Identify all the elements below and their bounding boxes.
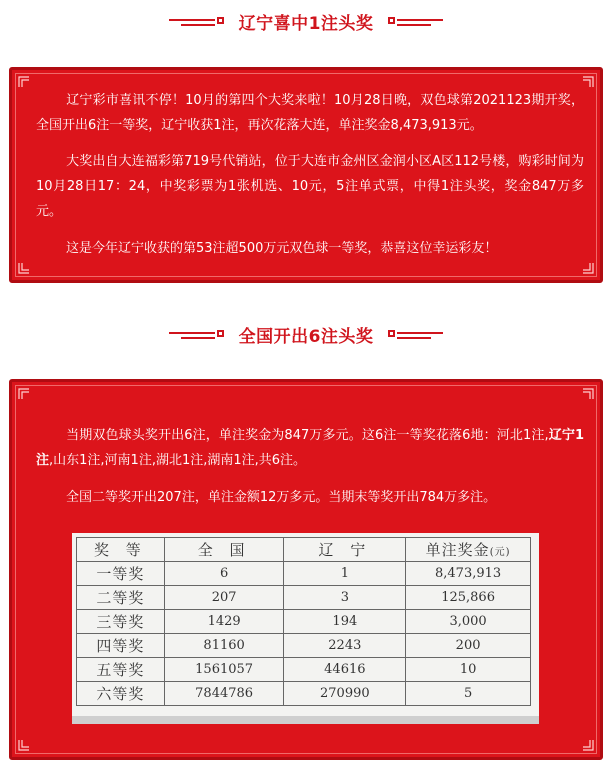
section-2-heading: 全国开出6注头奖 (238, 326, 374, 347)
table-row (77, 634, 531, 658)
table-row (77, 586, 531, 610)
table-row (77, 562, 531, 586)
paragraph: 这是今年辽宁收获的第53注超500万元双色球一等奖，恭喜这位幸运彩友！ (66, 241, 498, 256)
corner-ornament (18, 76, 30, 88)
cell-amount: 8,473,913 (406, 562, 531, 586)
cell-amount: 125,866 (406, 586, 531, 610)
cell-national: 81160 (164, 634, 284, 658)
cell-level: 三等奖 (77, 610, 165, 634)
section-1-heading: 辽宁喜中1注头奖 (238, 13, 374, 34)
cell-level: 四等奖 (77, 634, 165, 658)
header-amount: 单注奖金(元) (406, 538, 531, 562)
cell-national: 7844786 (164, 682, 284, 706)
cell-amount: 200 (406, 634, 531, 658)
header-national: 全 国 (164, 538, 284, 562)
cell-national: 207 (164, 586, 284, 610)
cell-level: 六等奖 (77, 682, 165, 706)
paragraph: 大奖出自大连福彩第719号代销站，位于大连市金州区金润小区A区112号楼，购彩时间为10月28日17：24，中奖彩票为1张机选、10元，5注单式票，中得1注头奖，奖金847万多元。 (36, 154, 584, 219)
cell-national: 1561057 (164, 658, 284, 682)
cell-national: 6 (164, 562, 284, 586)
section-title-2 (0, 317, 612, 351)
title-ornament-left (167, 10, 227, 32)
cell-liaoning: 3 (284, 586, 406, 610)
table-header-row (77, 538, 531, 562)
corner-ornament (582, 76, 594, 88)
cell-liaoning: 1 (284, 562, 406, 586)
cell-amount: 10 (406, 658, 531, 682)
cell-liaoning: 2243 (284, 634, 406, 658)
corner-ornament (582, 739, 594, 751)
title-ornament-left (167, 323, 227, 345)
cell-level: 一等奖 (77, 562, 165, 586)
paragraph: 辽宁彩市喜讯不停！10月的第四个大奖来啦！10月28日晚，双色球第2021123期开奖，全国开出6注一等奖，辽宁收获1注，再次花落大连，单注奖金8,473,913元。 (36, 93, 584, 133)
cell-level: 二等奖 (77, 586, 165, 610)
cell-amount: 5 (406, 682, 531, 706)
prize-table (76, 537, 531, 706)
paragraph: 当期双色球头奖开出6注，单注奖金为847万多元。这6注一等奖花落6地：河北1注,辽宁1注,山东1注,河南1注,湖北1注,湖南1注,共6注。 (36, 428, 584, 468)
cell-liaoning: 194 (284, 610, 406, 634)
corner-ornament (582, 262, 594, 274)
paragraph: 全国二等奖开出207注，单注金额12万多元。当期末等奖开出784万多注。 (66, 490, 497, 505)
table-row (77, 610, 531, 634)
table-row (77, 682, 531, 706)
title-ornament-right (385, 323, 445, 345)
photo-edge (72, 716, 539, 724)
cell-national: 1429 (164, 610, 284, 634)
title-ornament-right (385, 10, 445, 32)
corner-ornament (18, 739, 30, 751)
table-row (77, 658, 531, 682)
cell-liaoning: 44616 (284, 658, 406, 682)
corner-ornament (18, 262, 30, 274)
header-level: 奖 等 (77, 538, 165, 562)
corner-ornament (18, 388, 30, 400)
corner-ornament (582, 388, 594, 400)
cell-amount: 3,000 (406, 610, 531, 634)
cell-liaoning: 270990 (284, 682, 406, 706)
cell-level: 五等奖 (77, 658, 165, 682)
section-title-1 (0, 4, 612, 38)
prize-results-table-photo (72, 533, 539, 724)
highlight-liaoning: 辽宁1注 (36, 428, 584, 468)
section-1-panel (9, 67, 603, 283)
header-liaoning: 辽 宁 (284, 538, 406, 562)
